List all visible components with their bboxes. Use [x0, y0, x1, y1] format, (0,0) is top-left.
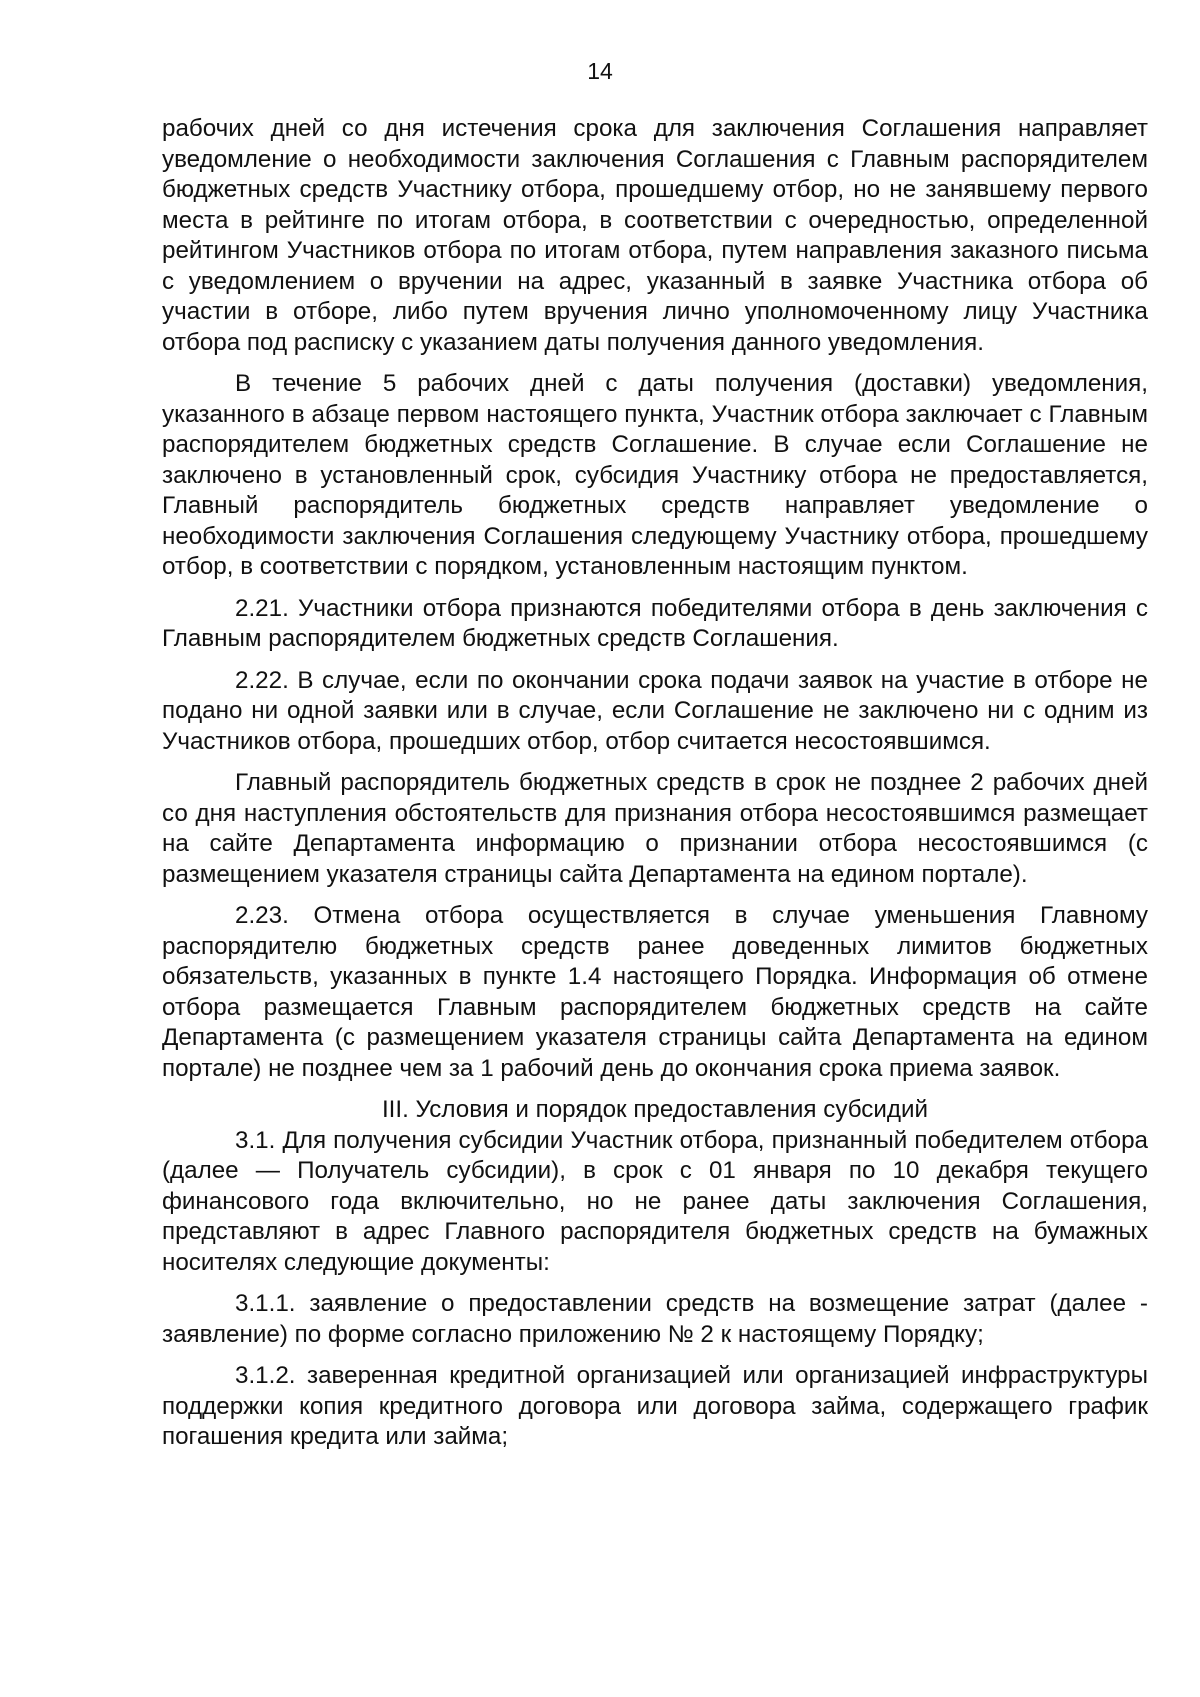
paragraph-2-23: 2.23. Отмена отбора осуществляется в случае уменьшения Главному распорядителю бюджетных средств ранее доведенных лимитов бюджетных обязательств, указанных в пункте 1.4 настоящего Порядка. Информация об отмене отбора размещается Главным распорядителем бюджетных средств на сайте Департамента (с размещением указателя страницы сайта Департамента на едином портале) не позднее чем за 1 рабочий день до окончания срока приема заявок.	[162, 902, 1148, 1082]
paragraph-2-21: 2.21. Участники отбора признаются победителями отбора в день заключения с Главным распорядителем бюджетных средств Соглашения.	[162, 594, 1148, 652]
paragraph-3-1-2: 3.1.2. заверенная кредитной организацией или организацией инфраструктуры поддержки копия кредитного договора или договора займа, содержащего график погашения кредита или займа;	[162, 1362, 1148, 1450]
paragraph-2-22: 2.22. В случае, если по окончании срока подачи заявок на участие в отборе не подано ни одной заявки или в случае, если Соглашение не заключено ни с одним из Участников отбора, прошедших отбор, отбор считается несостоявшимся.	[162, 666, 1148, 755]
paragraph-3-1-1: 3.1.1. заявление о предоставлении средств на возмещение затрат (далее - заявление) по форме согласно приложению № 2 к настоящему Порядку;	[162, 1290, 1148, 1348]
paragraph-failed-selection: Главный распорядитель бюджетных средств в срок не позднее 2 рабочих дней со дня наступления обстоятельств для признания отбора несостоявшимся размещает на сайте Департамента информацию о признании отбора несостоявшимся (с размещением указателя страницы сайта Департамента на едином портале).	[162, 769, 1148, 888]
paragraph-agreement-deadline: В течение 5 рабочих дней с даты получения (доставки) уведомления, указанного в абзаце первом настоящего пункта, Участник отбора заключает с Главным распорядителем бюджетных средств Соглашение. В случае если Соглашение не заключено в установленный срок, субсидия Участнику отбора не предоставляется, Главный распорядитель бюджетных средств направляет уведомление о необходимости заключения Соглашения следующему Участнику отбора, прошедшему отбор, в соответствии с порядком, установленным настоящим пунктом.	[162, 370, 1148, 580]
section-heading: III. Условия и порядок предоставления субсидий	[381, 1096, 929, 1123]
paragraph-continuation: рабочих дней со дня истечения срока для заключения Соглашения направляет уведомление о необходимости заключения Соглашения с Главным распорядителем бюджетных средств Участнику отбора, прошедшему отбор, но не занявшему первого места в рейтинге по итогам отбора, в соответствии с очередностью, определенной рейтингом Участников отбора по итогам отбора, путем направления заказного письма с уведомлением о вручении на адрес, указанный в заявке Участника отбора об участии в отборе, либо путем вручения лично уполномоченному лицу Участника отбора под расписку с указанием даты получения данного уведомления.	[162, 115, 1148, 356]
document-body	[162, 114, 1148, 1464]
page-number: 14	[587, 58, 613, 84]
paragraph-3-1: 3.1. Для получения субсидии Участник отбора, признанный победителем отбора (далее — Получатель субсидии), в срок с 01 января по 10 декабря текущего финансового года включительно, но не ранее даты заключения Соглашения, представляют в адрес Главного распорядителя бюджетных средств на бумажных носителях следующие документы:	[162, 1126, 1148, 1276]
